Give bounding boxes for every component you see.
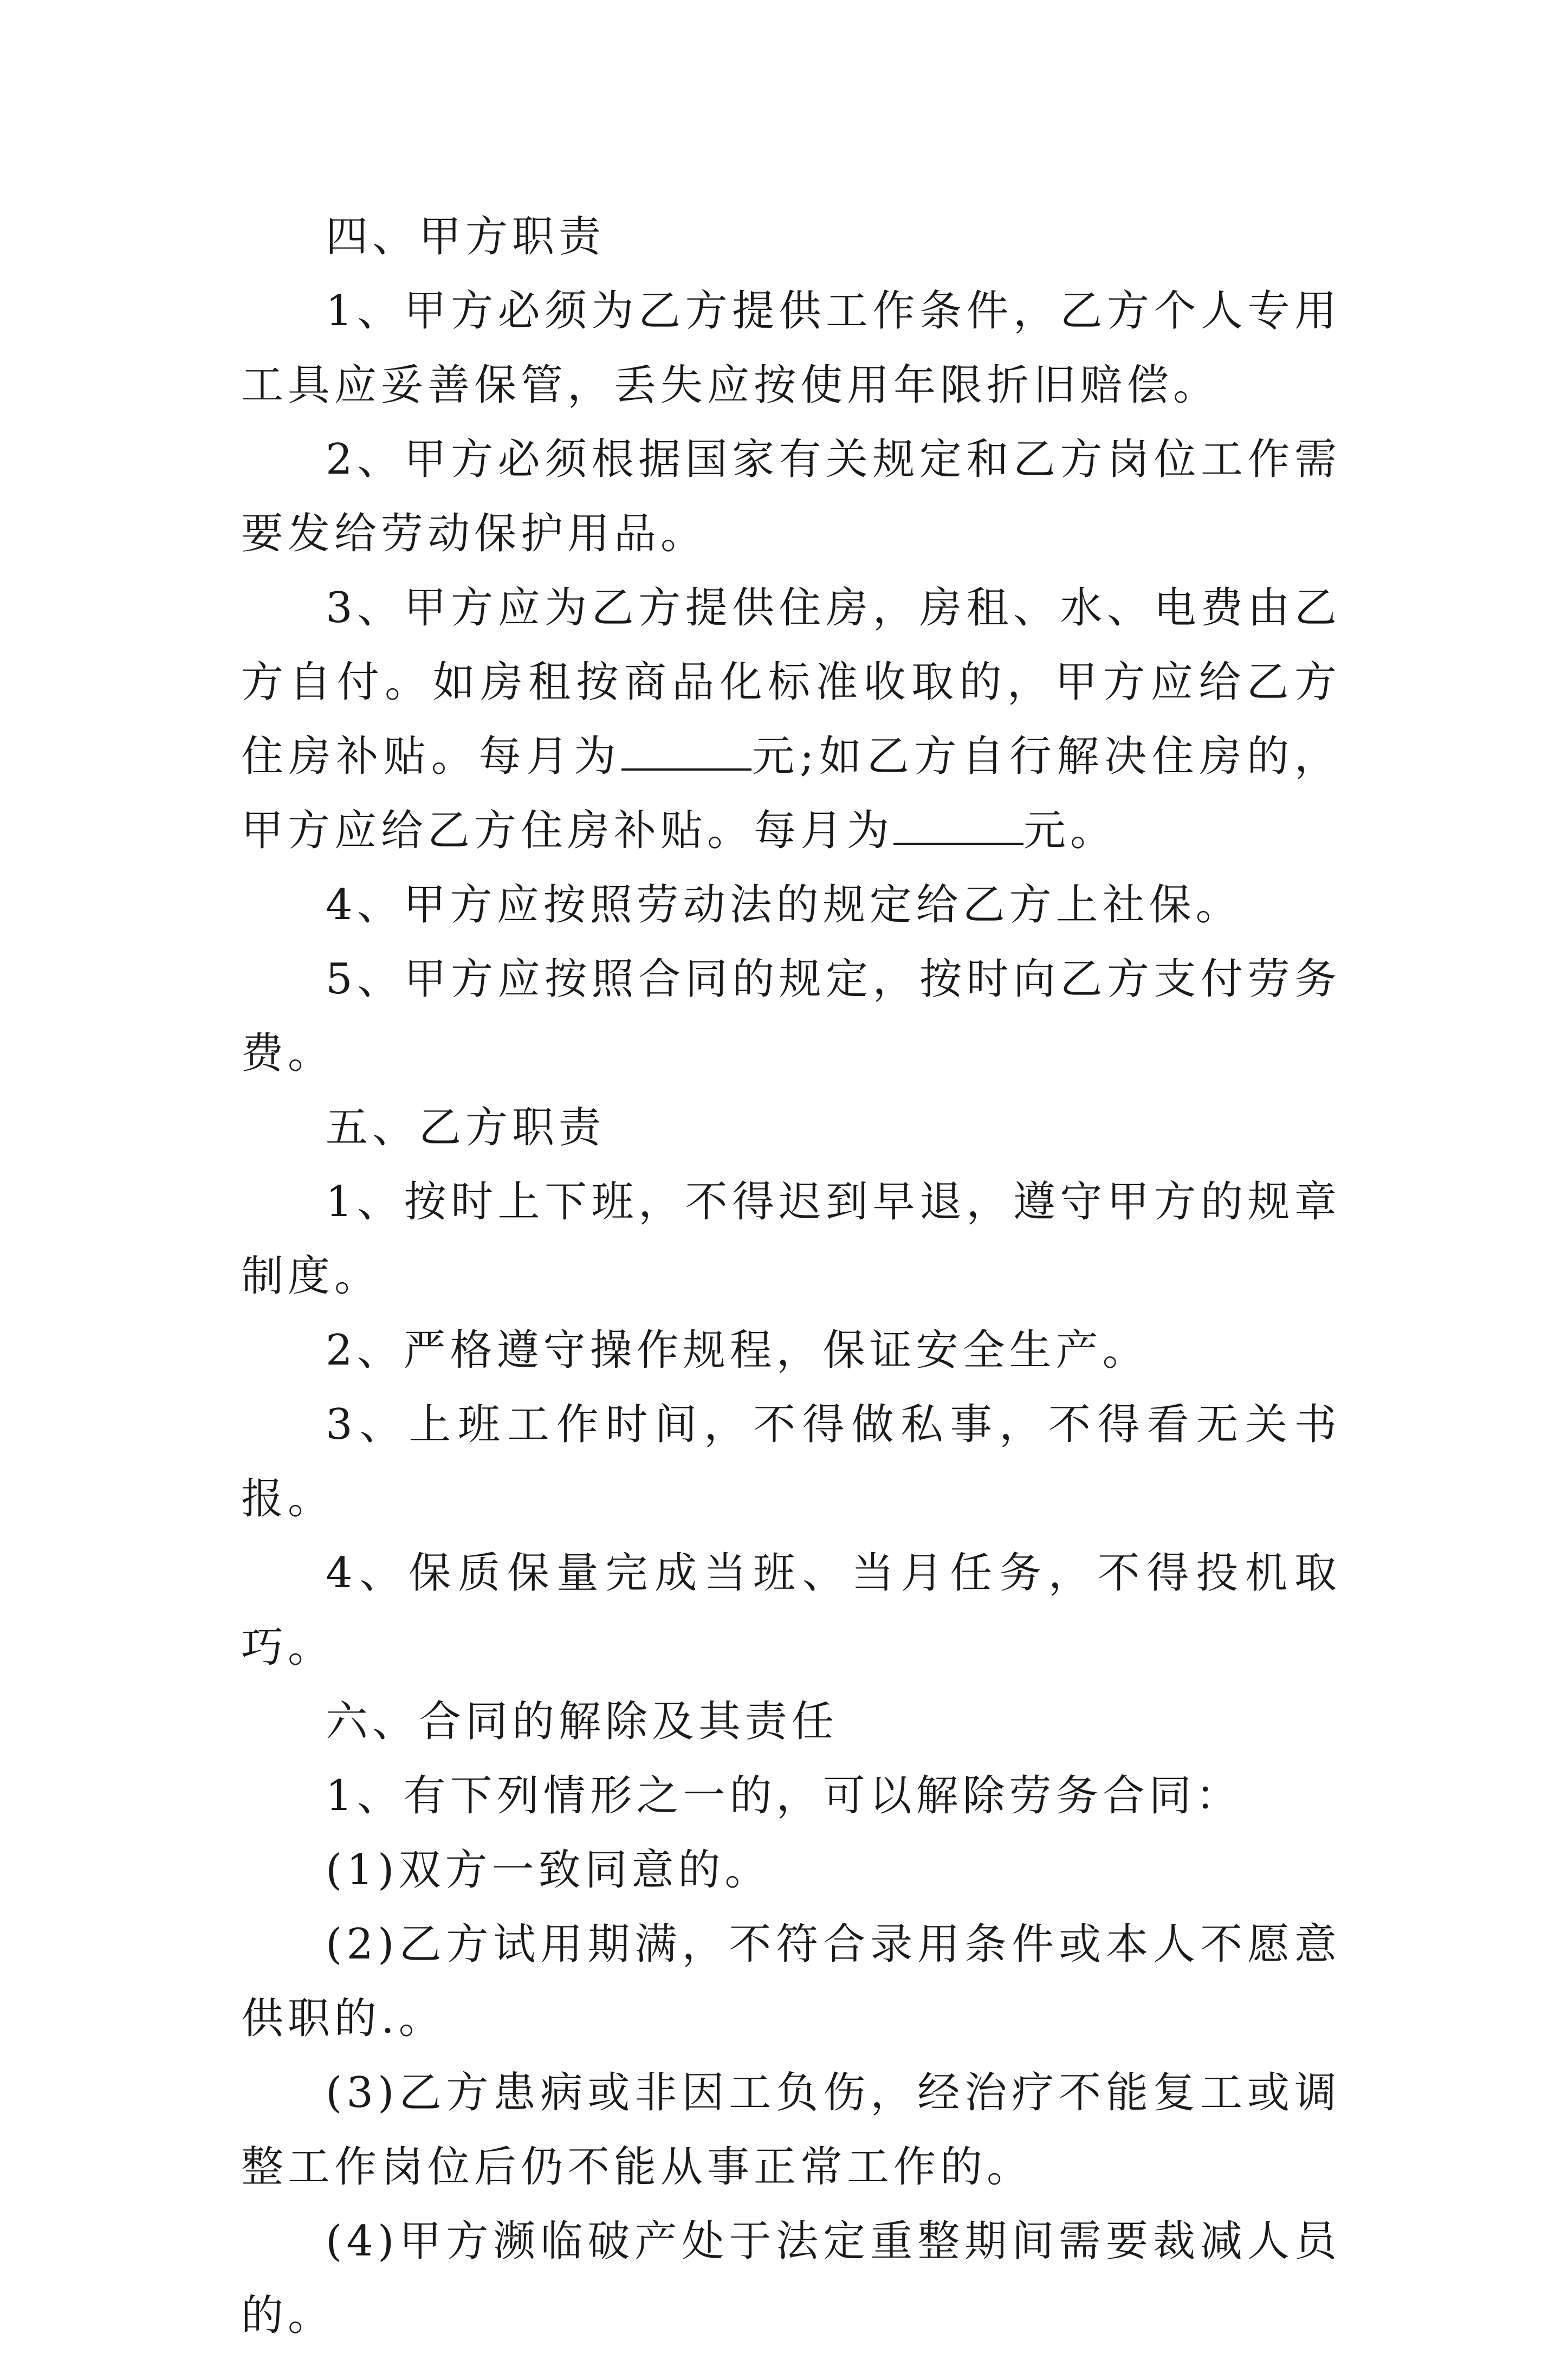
clause-4-3 [241, 571, 1341, 868]
clause-4-2: 2、甲方必须根据国家有关规定和乙方岗位工作需要发给劳动保护用品。 [241, 435, 1341, 558]
clause-6-1-1: (1)双方一致同意的。 [326, 1846, 772, 1895]
section-heading-6: 六、合同的解除及其责任 [326, 1697, 839, 1746]
clause-6-1-2: (2)乙方试用期满，不符合录用条件或本人不愿意供职的.。 [241, 1920, 1341, 2043]
clause-4-3-text-a: 3、甲方应为乙方提供住房，房租、水、电费由乙方自付。如房租按商品化标准收取的，甲方应给乙方住房补贴。每月为 [241, 584, 1341, 781]
clause-6-1: 1、有下列情形之一的，可以解除劳务合同： [326, 1772, 1242, 1820]
clause-6-1-4: (4)甲方濒临破产处于法定重整期间需要裁减人员的。 [241, 2217, 1341, 2340]
fill-in-blank-amount[interactable] [893, 805, 1023, 845]
clause-5-4: 4、保质保量完成当班、当月任务，不得投机取巧。 [241, 1549, 1341, 1672]
clause-5-1: 1、按时上下班，不得迟到早退，遵守甲方的规章制度。 [241, 1178, 1341, 1301]
clause-4-3-text-c: 元。 [1023, 806, 1117, 855]
section-heading-4: 四、甲方职责 [326, 212, 606, 261]
clause-4-4: 4、甲方应按照劳动法的规定给乙方上社保。 [326, 881, 1242, 929]
document-page [241, 200, 1341, 2353]
clause-4-1: 1、甲方必须为乙方提供工作条件，乙方个人专用工具应妥善保管，丢失应按使用年限折旧赔偿。 [241, 287, 1341, 410]
section-heading-5: 五、乙方职责 [326, 1103, 606, 1152]
fill-in-blank-amount[interactable] [621, 731, 751, 771]
clause-5-2: 2、严格遵守操作规程，保证安全生产。 [326, 1326, 1149, 1375]
clause-5-3: 3、上班工作时间，不得做私事，不得看无关书报。 [241, 1400, 1341, 1523]
clause-4-3-text-b: 元;如乙方自行解决住房的，甲方应给乙方住房补贴。每月为 [241, 732, 1341, 855]
clause-6-1-3: (3)乙方患病或非因工负伤，经治疗不能复工或调整工作岗位后仍不能从事正常工作的。 [241, 2068, 1341, 2192]
clause-4-5: 5、甲方应按照合同的规定，按时向乙方支付劳务费。 [241, 955, 1341, 1078]
